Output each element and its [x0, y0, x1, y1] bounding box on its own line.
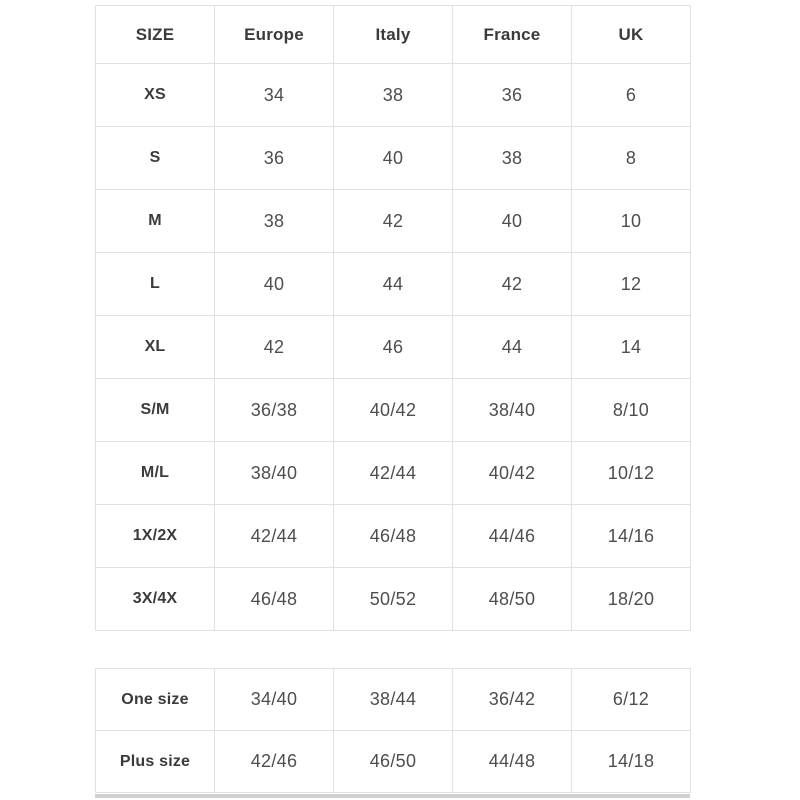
cell-uk: 10/12: [572, 442, 691, 505]
table-row-m: [96, 190, 691, 253]
table-row-3x4x: [96, 568, 691, 631]
cell-france: 36: [453, 64, 572, 127]
size-conversion-table: [95, 5, 691, 631]
cell-italy: 46/50: [334, 731, 453, 793]
column-header-uk: UK: [572, 6, 691, 64]
table-row-1x2x: [96, 505, 691, 568]
cell-france: 38: [453, 127, 572, 190]
cell-europe: 38: [215, 190, 334, 253]
cell-italy: 46/48: [334, 505, 453, 568]
table-row-xs: [96, 64, 691, 127]
cell-uk: 14/18: [572, 731, 691, 793]
cell-italy: 38/44: [334, 669, 453, 731]
cell-uk: 14: [572, 316, 691, 379]
cell-europe: 38/40: [215, 442, 334, 505]
row-label: 3X/4X: [96, 568, 215, 631]
table-row-xl: [96, 316, 691, 379]
row-label: XL: [96, 316, 215, 379]
cell-uk: 14/16: [572, 505, 691, 568]
cell-uk: 6: [572, 64, 691, 127]
cell-uk: 12: [572, 253, 691, 316]
table-row-sm: [96, 379, 691, 442]
cell-france: 36/42: [453, 669, 572, 731]
cell-italy: 46: [334, 316, 453, 379]
cell-uk: 18/20: [572, 568, 691, 631]
cell-france: 44: [453, 316, 572, 379]
cell-france: 40: [453, 190, 572, 253]
cell-europe: 42/44: [215, 505, 334, 568]
cell-france: 44/48: [453, 731, 572, 793]
cell-europe: 40: [215, 253, 334, 316]
cell-italy: 42: [334, 190, 453, 253]
cell-europe: 34/40: [215, 669, 334, 731]
row-label: Plus size: [96, 731, 215, 793]
cell-italy: 40/42: [334, 379, 453, 442]
row-label: M: [96, 190, 215, 253]
table-row-l: [96, 253, 691, 316]
table-row-plus-size: [96, 731, 691, 793]
table-header-row: [96, 6, 691, 64]
cell-europe: 34: [215, 64, 334, 127]
cell-italy: 50/52: [334, 568, 453, 631]
column-header-france: France: [453, 6, 572, 64]
cell-france: 44/46: [453, 505, 572, 568]
cell-uk: 10: [572, 190, 691, 253]
cell-france: 48/50: [453, 568, 572, 631]
row-label: L: [96, 253, 215, 316]
cell-uk: 8: [572, 127, 691, 190]
row-label: XS: [96, 64, 215, 127]
cell-europe: 36: [215, 127, 334, 190]
cell-europe: 46/48: [215, 568, 334, 631]
cell-europe: 42: [215, 316, 334, 379]
cell-france: 42: [453, 253, 572, 316]
row-label: S: [96, 127, 215, 190]
cell-france: 40/42: [453, 442, 572, 505]
table-row-ml: [96, 442, 691, 505]
cell-italy: 38: [334, 64, 453, 127]
special-size-table: [95, 668, 691, 793]
cell-italy: 44: [334, 253, 453, 316]
row-label: M/L: [96, 442, 215, 505]
row-label: One size: [96, 669, 215, 731]
cell-europe: 42/46: [215, 731, 334, 793]
cut-off-element-edge: [95, 794, 690, 798]
column-header-size: SIZE: [96, 6, 215, 64]
cell-europe: 36/38: [215, 379, 334, 442]
cell-italy: 42/44: [334, 442, 453, 505]
cell-uk: 6/12: [572, 669, 691, 731]
cell-italy: 40: [334, 127, 453, 190]
column-header-europe: Europe: [215, 6, 334, 64]
cell-uk: 8/10: [572, 379, 691, 442]
table-row-s: [96, 127, 691, 190]
row-label: 1X/2X: [96, 505, 215, 568]
column-header-italy: Italy: [334, 6, 453, 64]
row-label: S/M: [96, 379, 215, 442]
cell-france: 38/40: [453, 379, 572, 442]
table-row-one-size: [96, 669, 691, 731]
